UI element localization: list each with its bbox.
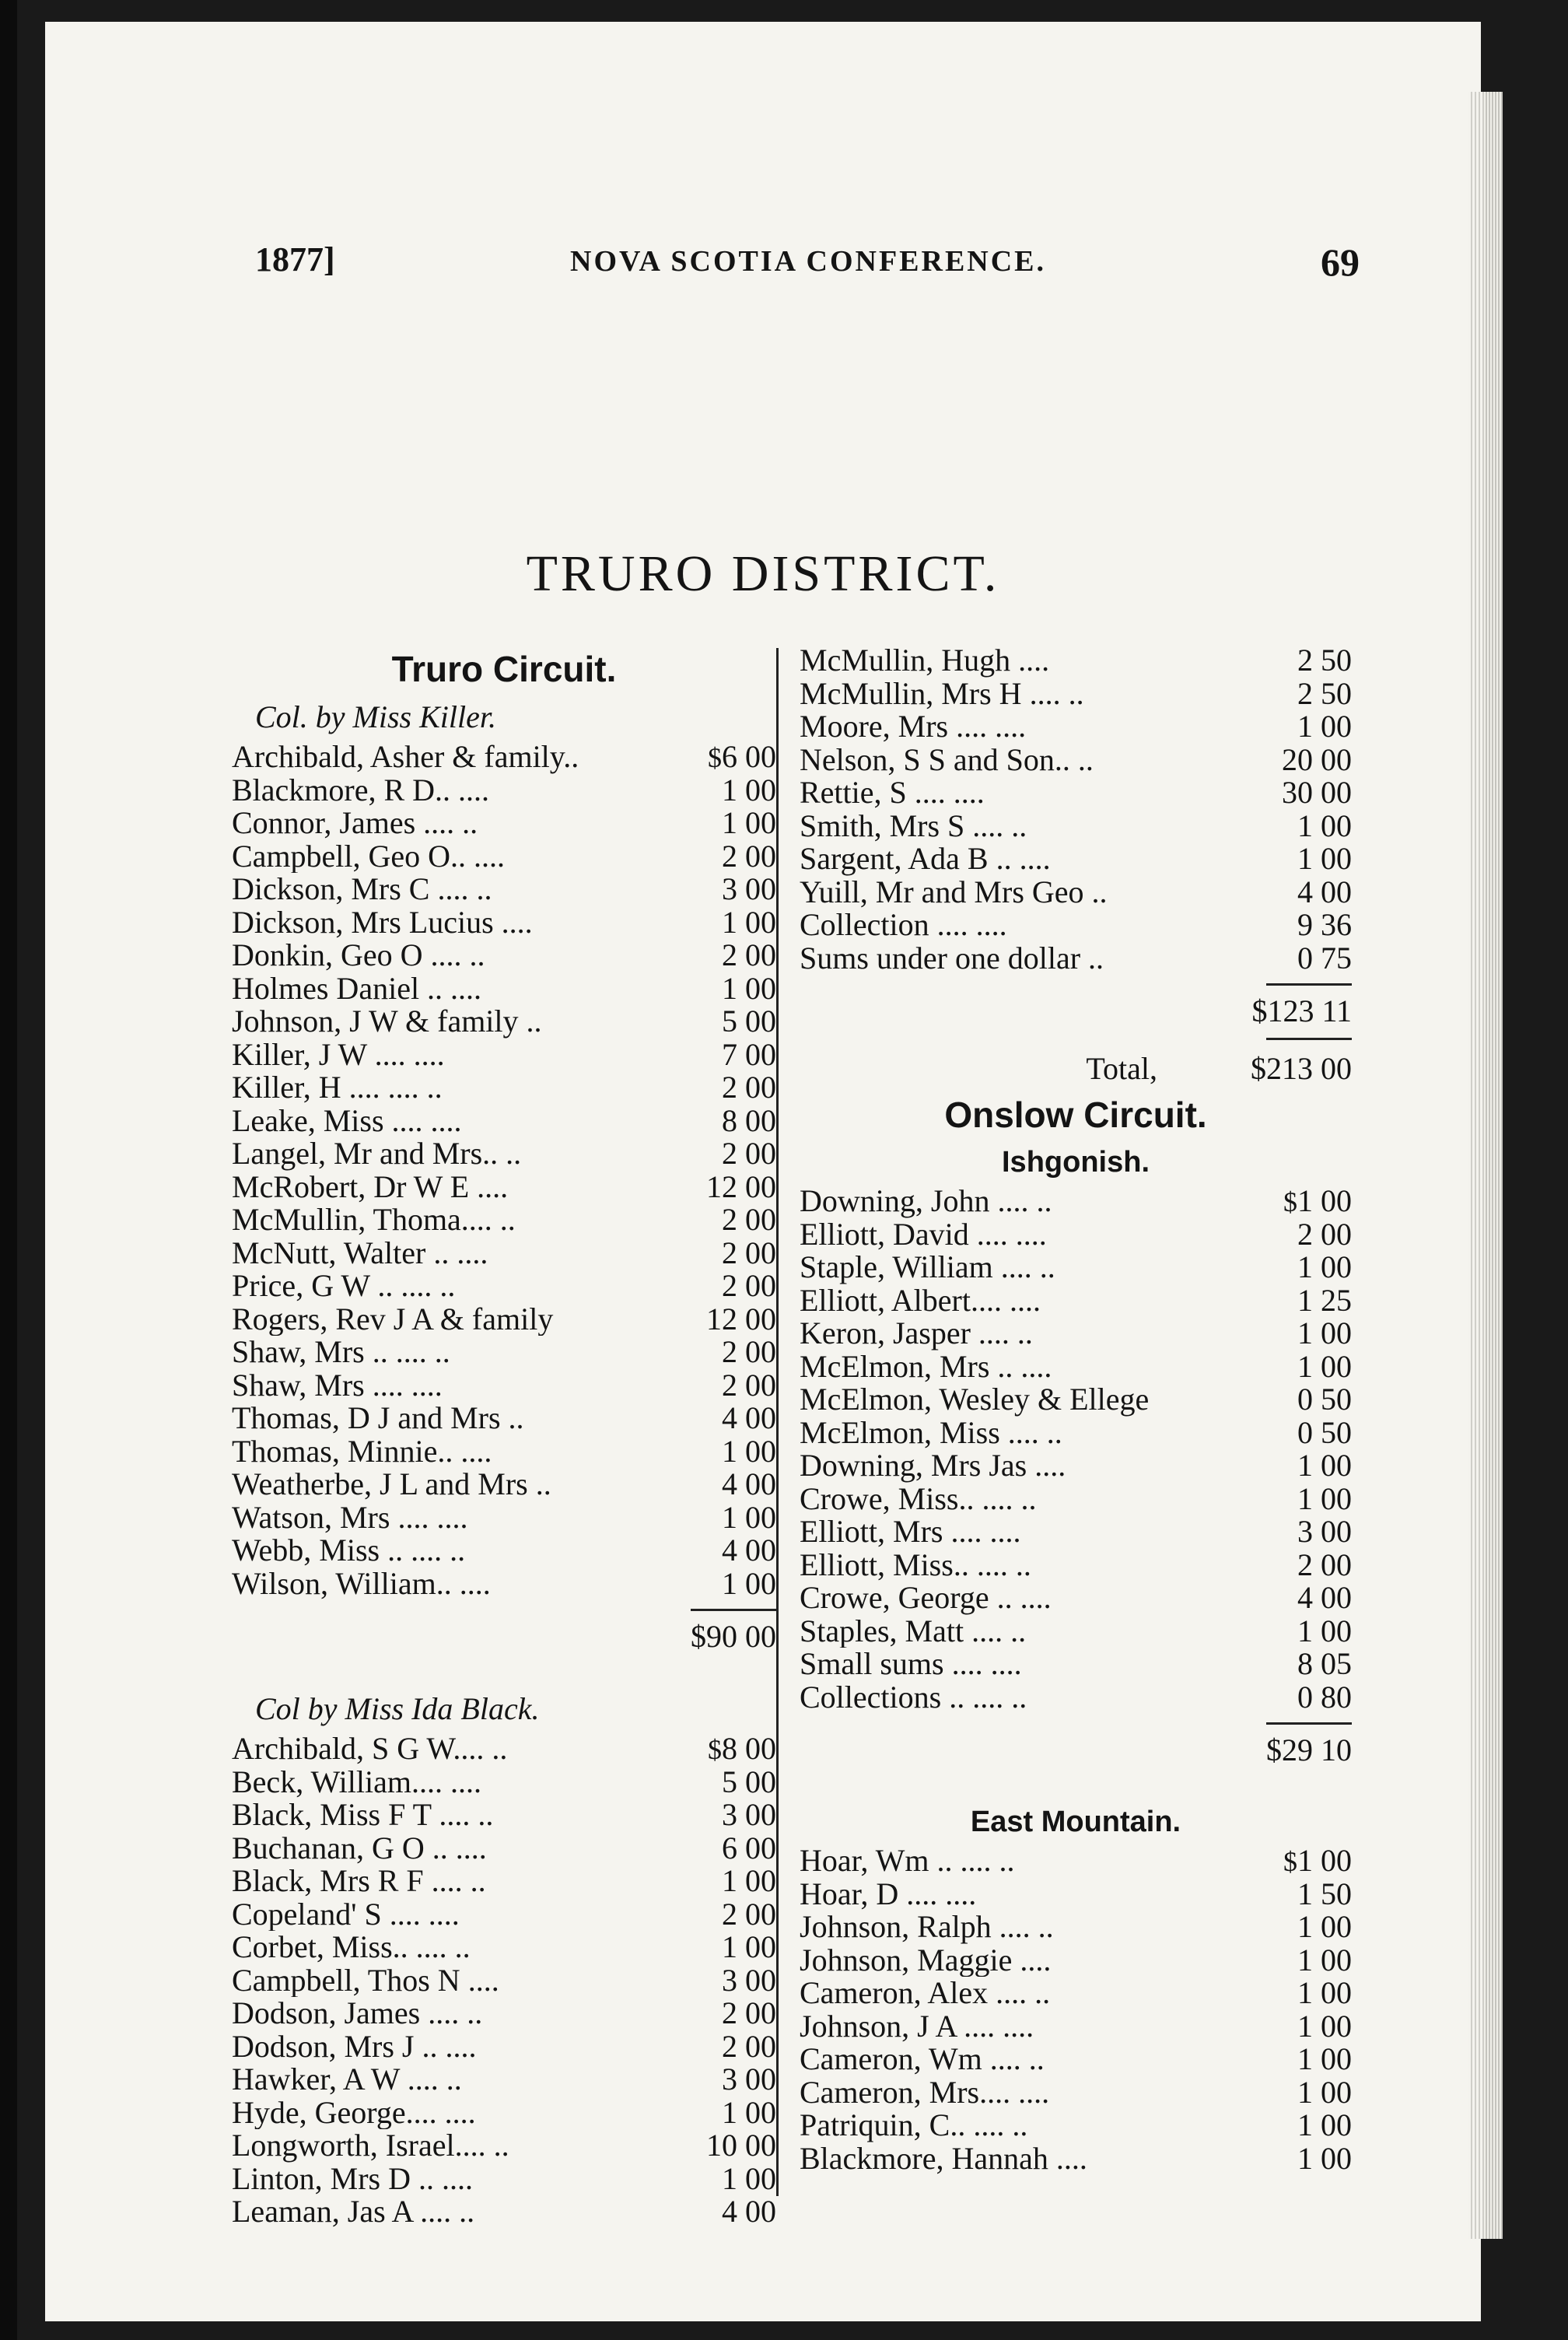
donor-row — [232, 1732, 776, 1766]
donor-name: Cameron, Mrs.... .... — [800, 2076, 1050, 2109]
donor-name: Blackmore, Hannah .... — [800, 2142, 1087, 2175]
donor-row — [232, 1565, 776, 1601]
donor-row — [232, 1501, 776, 1535]
donor-name: Keron, Jasper .... .. — [800, 1317, 1033, 1350]
donor-name: Holmes Daniel .. .... — [232, 972, 482, 1005]
donor-name: Elliott, Mrs .... .... — [800, 1515, 1021, 1549]
donor-amount: 20 00 — [1282, 741, 1352, 777]
donor-amount: 4 00 — [722, 1466, 776, 1501]
sum-rule — [232, 1600, 776, 1619]
donor-name: Dickson, Mrs C .... .. — [232, 873, 492, 906]
donor-amount: $1 00 — [1283, 1183, 1352, 1218]
subtotal: $90 00 — [691, 1619, 776, 1654]
donor-name: McMullin, Hugh .... — [800, 644, 1050, 678]
donor-row — [232, 1203, 776, 1237]
donor-name: Leaman, Jas A .... .. — [232, 2195, 475, 2229]
donor-row — [232, 1369, 776, 1403]
donor-name: Smith, Mrs S .... .. — [800, 809, 1027, 842]
donor-name: Weatherbe, J L and Mrs .. — [232, 1468, 551, 1501]
donor-amount: 1 00 — [722, 904, 776, 940]
donor-amount: 3 00 — [722, 1797, 776, 1832]
running-head-year: 1877] — [255, 240, 335, 278]
left-column — [232, 644, 776, 2229]
donor-amount: 12 00 — [706, 1301, 776, 1336]
donor-name: Thomas, Minnie.. .... — [232, 1434, 492, 1468]
donor-name: Downing, John .... .. — [800, 1185, 1052, 1218]
book-spine — [0, 0, 17, 2340]
donor-amount: 2 50 — [1297, 675, 1352, 711]
donor-name: Crowe, Miss.. .... .. — [800, 1482, 1037, 1515]
donor-name: Collection .... .... — [800, 909, 1007, 942]
donor-name: Johnson, J W & family .. — [232, 1005, 542, 1039]
donor-name: McElmon, Miss .... .. — [800, 1416, 1062, 1449]
subtotal: $123 11 — [1251, 993, 1352, 1028]
donor-row — [232, 2160, 776, 2196]
donor-row — [800, 1480, 1352, 1516]
donor-amount: 1 00 — [722, 1433, 776, 1469]
donor-row — [232, 1402, 776, 1435]
donor-amount: 7 00 — [722, 1036, 776, 1072]
donor-row — [232, 1468, 776, 1501]
donor-row — [800, 1284, 1352, 1318]
donor-name: Black, Miss F T .... .. — [232, 1799, 494, 1832]
donor-row — [232, 2129, 776, 2163]
donor-row — [232, 1303, 776, 1336]
donor-row — [800, 1317, 1352, 1350]
donor-amount: $1 00 — [1283, 1843, 1352, 1878]
donor-name: Cameron, Wm .... .. — [800, 2043, 1045, 2076]
donor-amount: 1 00 — [1297, 2008, 1352, 2044]
donor-amount: 2 00 — [1297, 1216, 1352, 1252]
donor-name: McNutt, Walter .. .... — [232, 1236, 488, 1270]
donor-row — [232, 1865, 776, 1898]
donor-row — [800, 1449, 1352, 1483]
donor-amount: 4 00 — [722, 2194, 776, 2229]
donor-amount: 8 05 — [1297, 1646, 1352, 1681]
donor-amount: $8 00 — [708, 1731, 776, 1766]
spacer — [232, 1655, 776, 1686]
donor-row — [800, 1911, 1352, 1944]
sum-rule — [800, 975, 1352, 993]
donor-amount: 1 00 — [722, 1565, 776, 1601]
donor-row — [800, 842, 1352, 876]
donor-row — [232, 1336, 776, 1369]
donor-name: Moore, Mrs .... .... — [800, 710, 1027, 744]
donor-name: Hyde, George.... .... — [232, 2096, 476, 2129]
donor-amount: 1 00 — [722, 805, 776, 840]
donor-row — [800, 1185, 1352, 1218]
donor-row — [800, 1944, 1352, 1977]
donor-row — [232, 2063, 776, 2097]
donor-row — [232, 2195, 776, 2229]
donor-row — [232, 1898, 776, 1932]
donor-name: Archibald, Asher & family.. — [232, 741, 579, 774]
donor-amount: 1 50 — [1297, 1876, 1352, 1911]
donor-name: Crowe, George .. .... — [800, 1582, 1052, 1615]
donor-amount: 1 00 — [1297, 1480, 1352, 1516]
donor-amount: 1 00 — [1297, 1315, 1352, 1350]
donor-amount: 2 00 — [722, 1235, 776, 1270]
donor-amount: 6 00 — [722, 1830, 776, 1865]
donor-amount: 1 00 — [1297, 1249, 1352, 1284]
donor-name: Dodson, James .... .. — [232, 1997, 483, 2030]
donor-amount: 2 00 — [722, 838, 776, 874]
page-edges — [1468, 92, 1484, 2239]
locality-label: Ishgonish. — [1002, 1146, 1150, 1179]
donor-amount: 2 00 — [722, 2028, 776, 2064]
donor-amount: $6 00 — [708, 739, 776, 774]
donor-name: Wilson, William.. .... — [232, 1567, 491, 1600]
donor-row — [232, 1766, 776, 1799]
donor-amount: 1 00 — [1297, 2041, 1352, 2076]
donor-amount: 2 00 — [1297, 1547, 1352, 1582]
donor-name: Patriquin, C.. .... .. — [800, 2109, 1028, 2142]
donor-row — [800, 1582, 1352, 1615]
donor-name: McMullin, Thoma.... .. — [232, 1203, 516, 1237]
donor-name: Donkin, Geo O .... .. — [232, 939, 485, 972]
donor-row — [232, 1237, 776, 1270]
donor-name: Elliott, Miss.. .... .. — [800, 1548, 1031, 1582]
donor-row — [232, 873, 776, 906]
donor-name: McElmon, Wesley & Ellege — [800, 1383, 1150, 1417]
donor-row — [800, 876, 1352, 909]
donor-amount: 2 00 — [722, 1896, 776, 1932]
donor-row — [800, 1844, 1352, 1878]
donor-amount: 4 00 — [722, 1533, 776, 1568]
donor-amount: 1 00 — [1297, 1613, 1352, 1648]
donor-row — [800, 807, 1352, 843]
donor-amount: 1 00 — [722, 970, 776, 1006]
donor-amount: 1 00 — [1297, 1942, 1352, 1977]
donor-name: Black, Mrs R F .... .. — [232, 1865, 486, 1898]
donor-amount: 2 00 — [722, 1268, 776, 1303]
donor-amount: 2 00 — [722, 1136, 776, 1171]
donor-row — [800, 1549, 1352, 1582]
donor-amount: 3 00 — [722, 871, 776, 906]
dollar-sign: $ — [708, 742, 722, 773]
locality-label: East Mountain. — [970, 1806, 1181, 1838]
donor-row — [232, 1534, 776, 1568]
donor-amount: 3 00 — [722, 2062, 776, 2097]
donor-row — [232, 807, 776, 840]
donor-amount: 1 00 — [722, 2160, 776, 2196]
donor-row — [800, 2076, 1352, 2110]
donor-row — [232, 1931, 776, 1964]
donor-row — [800, 741, 1352, 777]
dollar-sign: $ — [708, 1734, 722, 1765]
donor-amount: 2 50 — [1297, 643, 1352, 678]
page-edges-outer — [1484, 92, 1503, 2239]
donor-row — [800, 1218, 1352, 1252]
donor-row — [800, 675, 1352, 711]
donor-amount: 4 00 — [722, 1400, 776, 1435]
donor-name: Blackmore, R D.. .... — [232, 773, 490, 807]
donor-amount: 1 00 — [722, 1863, 776, 1898]
donor-amount: 2 00 — [722, 1995, 776, 2030]
donor-row — [232, 1832, 776, 1865]
donor-name: Archibald, S G W.... .. — [232, 1732, 508, 1766]
donor-amount: 0 75 — [1297, 940, 1352, 976]
donor-name: Beck, William.... .... — [232, 1765, 481, 1799]
donor-name: Rettie, S .... .... — [800, 776, 985, 810]
donor-row — [800, 644, 1352, 678]
circuit-title: Truro Circuit. — [391, 649, 617, 689]
donor-name: Johnson, Maggie .... — [800, 1943, 1052, 1977]
donor-name: Rogers, Rev J A & family — [232, 1302, 554, 1336]
donor-amount: 1 00 — [1297, 709, 1352, 744]
donor-row — [800, 1681, 1352, 1715]
subtotal: $29 10 — [1266, 1732, 1352, 1767]
donor-row — [800, 1251, 1352, 1284]
donor-name: Staples, Matt .... .. — [800, 1614, 1027, 1648]
donor-name: McElmon, Mrs .. .... — [800, 1350, 1052, 1383]
donor-name: Elliott, Albert.... .... — [800, 1284, 1041, 1317]
sum-rule — [800, 1714, 1352, 1732]
page-number: 69 — [1321, 240, 1360, 284]
donor-amount: 2 00 — [722, 937, 776, 972]
donor-name: Dickson, Mrs Lucius .... — [232, 906, 533, 939]
donor-row — [800, 1878, 1352, 1911]
donor-row — [800, 710, 1352, 744]
donor-amount: 5 00 — [722, 1764, 776, 1799]
donor-name: Killer, J W .... .... — [232, 1038, 445, 1071]
donor-amount: 30 00 — [1282, 775, 1352, 810]
donor-amount: 1 00 — [1297, 1909, 1352, 1944]
collector-label: Col. by Miss Killer. — [255, 699, 497, 734]
donor-amount: 4 00 — [1297, 874, 1352, 909]
donor-row — [232, 2030, 776, 2064]
book-page — [45, 22, 1481, 2321]
district-heading: TRURO DISTRICT. — [526, 545, 1000, 602]
total-label: Total, — [1086, 1051, 1157, 1086]
spacer — [800, 1768, 1352, 1799]
donor-row — [232, 1036, 776, 1072]
donor-amount: 1 25 — [1297, 1282, 1352, 1318]
donor-row — [232, 1270, 776, 1303]
donor-amount: 8 00 — [722, 1102, 776, 1138]
donor-row — [232, 2094, 776, 2130]
donor-amount: 1 00 — [1297, 1975, 1352, 2010]
donor-name: Webb, Miss .. .... .. — [232, 1534, 466, 1568]
donor-amount: 2 00 — [722, 1070, 776, 1105]
donor-amount: 1 00 — [1297, 841, 1352, 876]
donor-name: Watson, Mrs .... .... — [232, 1501, 468, 1534]
donor-amount: 1 00 — [722, 772, 776, 807]
sum-rule — [800, 1029, 1352, 1048]
donor-row — [232, 1005, 776, 1039]
donor-row — [232, 972, 776, 1006]
donor-name: McRobert, Dr W E .... — [232, 1170, 509, 1203]
donor-amount: 5 00 — [722, 1004, 776, 1039]
dollar-sign: $ — [1283, 1846, 1297, 1877]
column-divider — [776, 648, 779, 2196]
donor-name: Small sums .... .... — [800, 1648, 1022, 1681]
donor-row — [232, 1168, 776, 1204]
collector-label: Col by Miss Ida Black. — [255, 1691, 540, 1726]
donor-row — [800, 2109, 1352, 2142]
donor-amount: 2 00 — [722, 1334, 776, 1369]
donor-amount: 10 00 — [706, 2128, 776, 2163]
donor-name: Downing, Mrs Jas .... — [800, 1449, 1066, 1483]
dollar-sign: $ — [1283, 1186, 1297, 1217]
donor-amount: 0 50 — [1297, 1414, 1352, 1450]
donor-name: Corbet, Miss.. .... .. — [232, 1931, 471, 1964]
donor-amount: 1 00 — [1297, 2140, 1352, 2176]
donor-name: Langel, Mr and Mrs.. .. — [232, 1137, 522, 1171]
donor-amount: 4 00 — [1297, 1580, 1352, 1615]
donor-name: Cameron, Alex .... .. — [800, 1977, 1051, 2010]
donor-amount: 1 00 — [722, 1499, 776, 1535]
donor-amount: 3 00 — [1297, 1514, 1352, 1549]
donor-row — [232, 1997, 776, 2030]
donor-amount: 3 00 — [722, 1962, 776, 1998]
donor-row — [232, 774, 776, 807]
donor-row — [800, 1383, 1352, 1417]
donor-amount: 0 50 — [1297, 1382, 1352, 1417]
donor-amount: 1 00 — [722, 2094, 776, 2130]
donor-row — [232, 840, 776, 874]
total-value: $213 00 — [1251, 1051, 1352, 1086]
donor-row — [800, 2043, 1352, 2076]
running-head-title: NOVA SCOTIA CONFERENCE. — [570, 245, 1047, 278]
donor-row — [232, 1137, 776, 1171]
donor-amount: 1 00 — [1297, 2107, 1352, 2142]
donor-name: Sums under one dollar .. — [800, 941, 1104, 975]
donor-name: Elliott, David .... .... — [800, 1217, 1047, 1251]
donor-amount: 1 00 — [1297, 1448, 1352, 1483]
donor-row — [232, 1799, 776, 1832]
grand-total — [800, 1048, 1352, 1090]
donor-amount: 2 00 — [722, 1367, 776, 1403]
donor-amount: 2 00 — [722, 1202, 776, 1237]
donor-name: McMullin, Mrs H .... .. — [800, 677, 1084, 710]
donor-amount: 9 36 — [1297, 907, 1352, 942]
donor-name: Shaw, Mrs .. .... .. — [232, 1336, 450, 1369]
donor-row — [232, 1964, 776, 1998]
donor-row — [800, 942, 1352, 976]
donor-amount: 0 80 — [1297, 1679, 1352, 1715]
donor-amount: 1 00 — [1297, 1348, 1352, 1384]
donor-amount: 1 00 — [1297, 2074, 1352, 2110]
donor-row — [800, 1414, 1352, 1450]
donor-row — [232, 741, 776, 774]
donor-name: Connor, James .... .. — [232, 807, 478, 840]
donor-name: Linton, Mrs D .. .... — [232, 2162, 473, 2195]
donor-name: Killer, H .... .... .. — [232, 1071, 443, 1105]
donor-name: Johnson, J A .... .... — [800, 2009, 1034, 2043]
donor-amount: 12 00 — [706, 1168, 776, 1204]
donor-amount: 1 00 — [1297, 807, 1352, 843]
donor-row — [232, 906, 776, 940]
donor-amount: 1 00 — [722, 1929, 776, 1964]
donor-row — [800, 2142, 1352, 2176]
donor-name: Nelson, S S and Son.. .. — [800, 743, 1094, 776]
donor-row — [800, 2010, 1352, 2044]
circuit-title: Onslow Circuit. — [944, 1095, 1207, 1135]
donor-row — [800, 1648, 1352, 1681]
donor-name: Longworth, Israel.... .. — [232, 2129, 509, 2163]
donor-name: Yuill, Mr and Mrs Geo .. — [800, 875, 1108, 909]
donor-name: Campbell, Geo O.. .... — [232, 839, 506, 873]
donor-name: Shaw, Mrs .... .... — [232, 1368, 443, 1402]
donor-name: Copeland' S .... .... — [232, 1897, 460, 1931]
donor-name: Johnson, Ralph .... .. — [800, 1911, 1054, 1944]
donor-name: Sargent, Ada B .. .... — [800, 842, 1051, 876]
donor-name: Campbell, Thos N .... — [232, 1963, 499, 1997]
donor-name: Price, G W .. .... .. — [232, 1270, 456, 1303]
donor-name: Hoar, D .... .... — [800, 1877, 977, 1911]
donor-row — [232, 939, 776, 972]
donor-row — [232, 1435, 776, 1469]
donor-name: Leake, Miss .... .... — [232, 1104, 462, 1137]
donor-name: Dodson, Mrs J .. .... — [232, 2030, 477, 2063]
donor-name: Hoar, Wm .. .... .. — [800, 1844, 1015, 1878]
donor-row — [800, 1350, 1352, 1384]
donor-row — [800, 909, 1352, 942]
donor-name: Buchanan, G O .. .... — [232, 1831, 487, 1865]
right-column — [800, 644, 1352, 2175]
donor-row — [800, 1615, 1352, 1648]
donor-row — [800, 776, 1352, 810]
donor-name: Collections .. .... .. — [800, 1680, 1027, 1714]
donor-name: Hawker, A W .... .. — [232, 2063, 462, 2097]
donor-row — [800, 1977, 1352, 2010]
donor-row — [800, 1515, 1352, 1549]
donor-row — [232, 1102, 776, 1138]
donor-name: Thomas, D J and Mrs .. — [232, 1402, 524, 1435]
donor-row — [232, 1071, 776, 1105]
donor-name: Staple, William .... .. — [800, 1251, 1055, 1284]
